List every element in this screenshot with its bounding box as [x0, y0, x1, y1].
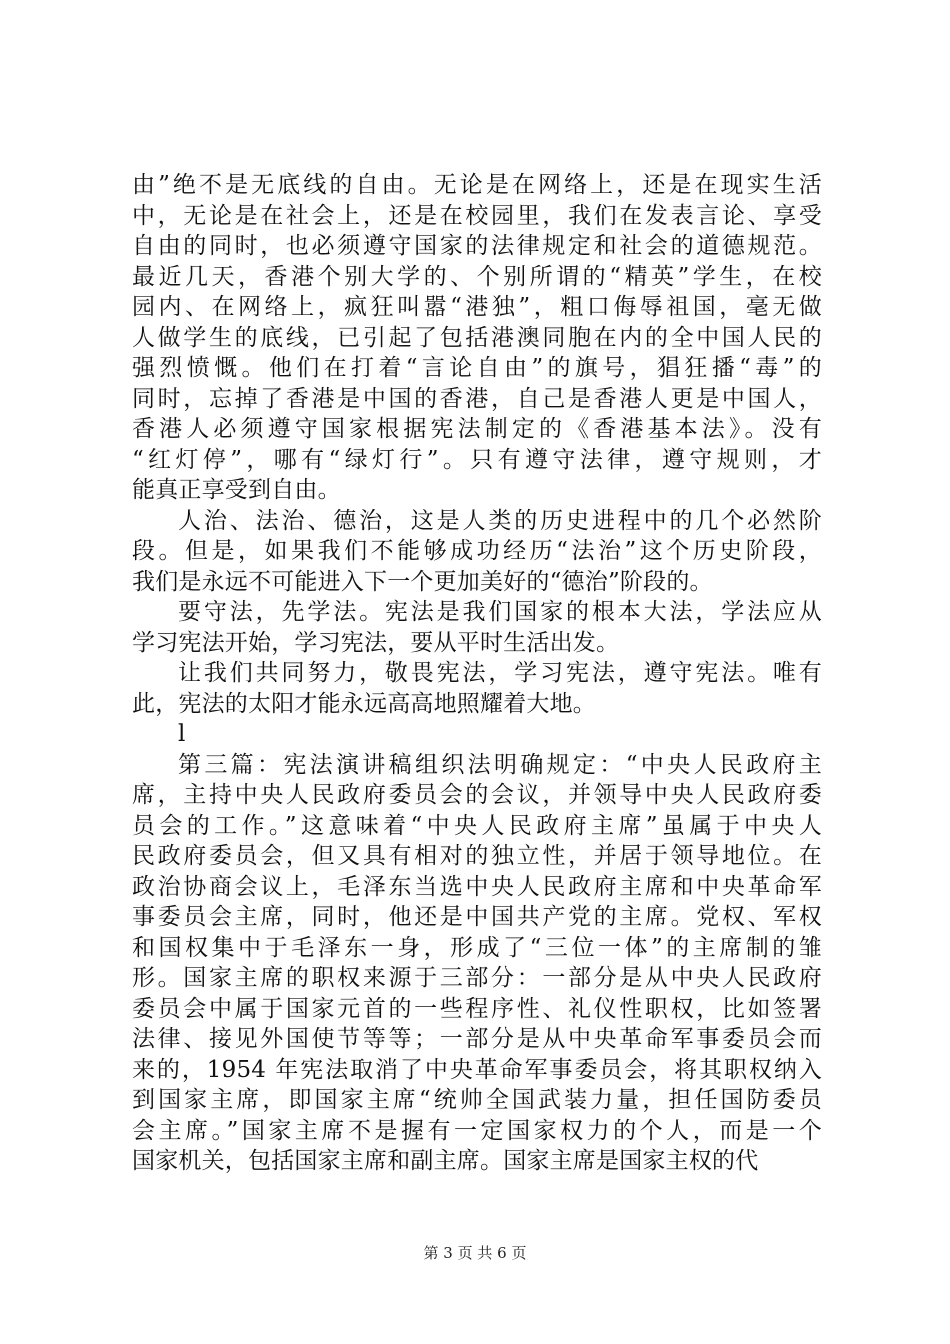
text-line: 和国权集中于毛泽东一身，形成了“三位一体”的主席制的雏 [132, 934, 822, 961]
text-line: 事委员会主席，同时，他还是中国共产党的主席。党权、军权 [132, 904, 822, 930]
text-line: 由”绝不是无底线的自由。无论是在网络上，还是在现实生活 [132, 172, 822, 198]
text-line: 来的，1954 年宪法取消了中央革命军事委员会，将其职权纳入 [132, 1056, 822, 1083]
text-line: 要守法，先学法。宪法是我们国家的根本大法，学法应从 [178, 599, 822, 625]
paragraph [132, 750, 822, 1177]
text-line: 最近几天，香港个别大学的、个别所谓的“精英”学生，在校 [132, 263, 822, 290]
text-line: 到国家主席，即国家主席“统帅全国武装力量，担任国防委员 [132, 1087, 822, 1113]
text-line: 国家机关，包括国家主席和副主席。国家主席是国家主权的代 [132, 1148, 759, 1174]
text-line: 中，无论是在社会上，还是在校园里，我们在发表言论、享受 [132, 202, 822, 229]
text-line: 自由的同时，也必须遵守国家的法律规定和社会的道德规范。 [132, 233, 822, 259]
paragraph [132, 658, 822, 719]
text-line: 员会的工作。”这意味着“中央人民政府主席”虽属于中央人 [132, 812, 822, 839]
text-line: 第三篇：宪法演讲稿组织法明确规定：“中央人民政府主 [178, 751, 822, 778]
text-line: 园内、在网络上，疯狂叫嚣“港独”，粗口侮辱祖国，毫无做 [132, 294, 822, 320]
text-line: 委员会中属于国家元首的一些程序性、礼仪性职权，比如签署 [132, 995, 822, 1022]
paragraph [132, 719, 822, 750]
text-line: 让我们共同努力，敬畏宪法，学习宪法，遵守宪法。唯有 [178, 660, 822, 686]
text-line: 政治协商会议上，毛泽东当选中央人民政府主席和中央革命军 [132, 873, 822, 900]
text-line: 同时，忘掉了香港是中国的香港，自己是香港人更是中国人， [132, 385, 822, 412]
text-line: 人做学生的底线，已引起了包括港澳同胞在内的全中国人民的 [132, 324, 822, 351]
text-line: 强烈愤慨。他们在打着“言论自由”的旗号，猖狂播“毒”的 [132, 355, 822, 381]
text-line: 段。但是，如果我们不能够成功经历“法治”这个历史阶段， [132, 538, 822, 564]
text-line: 人治、法治、德治，这是人类的历史进程中的几个必然阶 [178, 507, 822, 534]
text-line: 形。国家主席的职权来源于三部分：一部分是从中央人民政府 [132, 965, 822, 991]
paragraph [132, 170, 822, 506]
paragraph [132, 506, 822, 598]
text-line: 法律、接见外国使节等等；一部分是从中央革命军事委员会而 [132, 1026, 822, 1052]
text-line: 会主席。”国家主席不是握有一定国家权力的个人，而是一个 [132, 1117, 822, 1144]
text-line: 我们是永远不可能进入下一个更加美好的“德治”阶段的。 [132, 568, 713, 595]
paragraph [132, 597, 822, 658]
text-line: 此，宪法的太阳才能永远高高地照耀着大地。 [132, 690, 596, 717]
text-line: 香港人必须遵守国家根据宪法制定的《香港基本法》。没有 [132, 416, 822, 442]
text-line: “红灯停”，哪有“绿灯行”。只有遵守法律，遵守规则，才 [132, 446, 822, 473]
text-line: 能真正享受到自由。 [132, 477, 341, 503]
text-line: 席，主持中央人民政府委员会的会议，并领导中央人民政府委 [132, 782, 822, 808]
text-line: l [178, 721, 186, 747]
document-body [132, 170, 822, 1177]
text-line: 民政府委员会，但又具有相对的独立性，并居于领导地位。在 [132, 843, 822, 869]
text-line: 学习宪法开始，学习宪法，要从平时生活出发。 [132, 629, 620, 656]
page-footer: 第 3 页 共 6 页 [423, 1244, 527, 1262]
